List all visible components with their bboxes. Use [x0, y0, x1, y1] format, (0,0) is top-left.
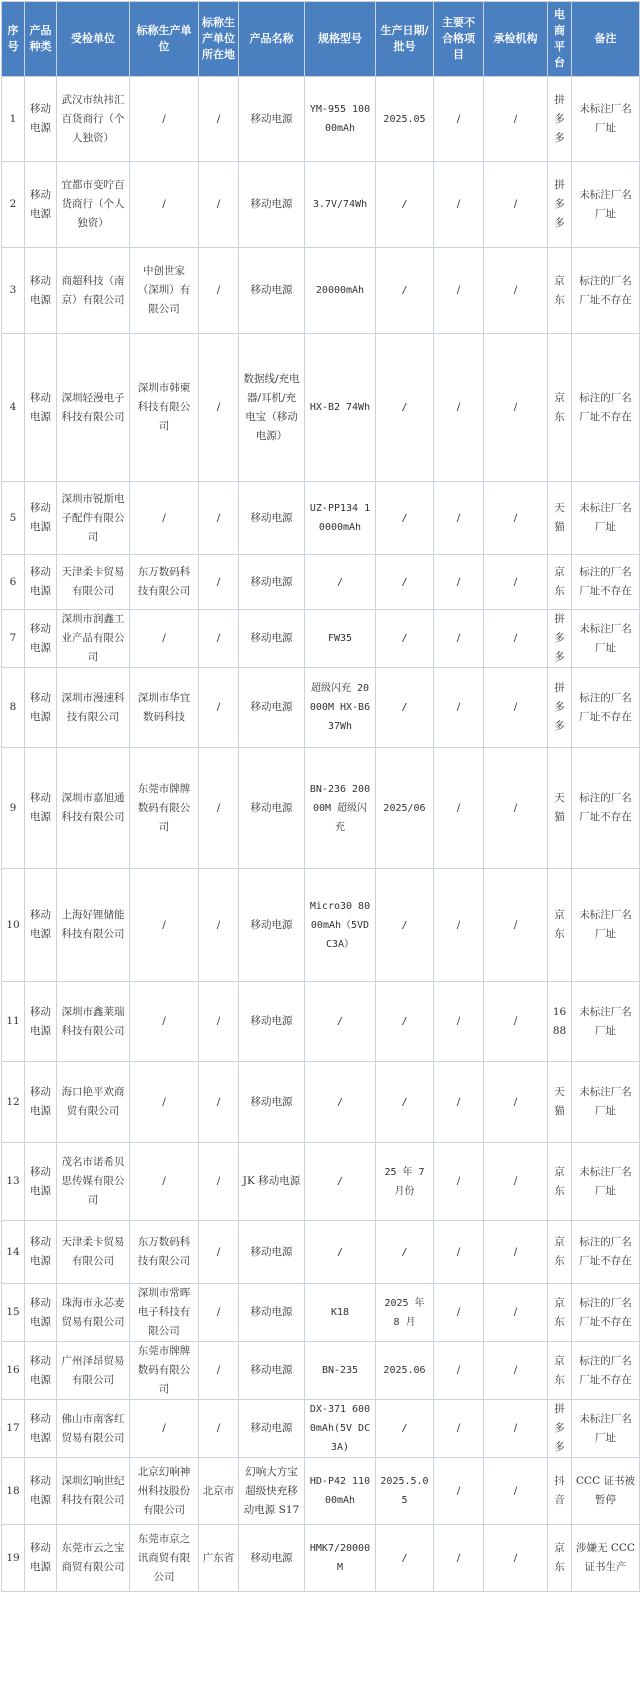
cell-inspected: 深圳市嘉旭通科技有限公司 [57, 748, 130, 869]
cell-date: / [376, 1221, 434, 1284]
cell-platform: 天猫 [548, 482, 572, 555]
cell-model: K18 [305, 1284, 376, 1342]
cell-product: 移动电源 [239, 1062, 305, 1143]
cell-inspected: 广州泽昂贸易有限公司 [57, 1342, 130, 1400]
cell-platform: 京东 [548, 1221, 572, 1284]
cell-no: 8 [2, 668, 25, 748]
cell-agency: / [484, 869, 548, 982]
cell-date: / [376, 982, 434, 1062]
table-row [2, 162, 640, 248]
cell-model: 超级闪充 20000M HX-B6 37Wh [305, 668, 376, 748]
cell-type: 移动电源 [25, 1458, 57, 1525]
cell-product: 移动电源 [239, 668, 305, 748]
cell-no: 10 [2, 869, 25, 982]
cell-note: 未标注厂名厂址 [572, 162, 640, 248]
cell-no: 12 [2, 1062, 25, 1143]
cell-model: HD-P42 11000mAh [305, 1458, 376, 1525]
cell-no: 19 [2, 1525, 25, 1592]
table-row [2, 555, 640, 610]
cell-inspected: 海口艳平欢商贸有限公司 [57, 1062, 130, 1143]
header-model: 规格型号 [305, 2, 376, 77]
cell-agency: / [484, 1284, 548, 1342]
cell-date: / [376, 1400, 434, 1458]
cell-note: 未标注厂名厂址 [572, 77, 640, 162]
cell-inspected: 佛山市南客红贸易有限公司 [57, 1400, 130, 1458]
cell-inspected: 深圳市锐斯电子配件有限公司 [57, 482, 130, 555]
cell-platform: 京东 [548, 869, 572, 982]
cell-no: 18 [2, 1458, 25, 1525]
cell-agency: / [484, 482, 548, 555]
cell-agency: / [484, 248, 548, 334]
cell-agency: / [484, 1221, 548, 1284]
cell-location: / [199, 1062, 239, 1143]
cell-note: 标注的厂名厂址不存在 [572, 555, 640, 610]
inspection-results-table [1, 1, 640, 1592]
cell-agency: / [484, 610, 548, 668]
cell-no: 11 [2, 982, 25, 1062]
cell-model: 20000mAh [305, 248, 376, 334]
cell-manufacturer: 北京幻响神州科技股份有限公司 [130, 1458, 199, 1525]
cell-model: HX-B2 74Wh [305, 334, 376, 482]
cell-defect: / [434, 610, 484, 668]
cell-inspected: 宜都市变咛百货商行（个人独资） [57, 162, 130, 248]
table-row [2, 982, 640, 1062]
cell-defect: / [434, 482, 484, 555]
cell-inspected: 深圳市鑫莱瑞科技有限公司 [57, 982, 130, 1062]
cell-manufacturer: / [130, 982, 199, 1062]
cell-date: 2025.05 [376, 77, 434, 162]
cell-platform: 拼多多 [548, 1400, 572, 1458]
cell-defect: / [434, 334, 484, 482]
cell-note: 标注的厂名厂址不存在 [572, 1221, 640, 1284]
cell-note: 标注的厂名厂址不存在 [572, 248, 640, 334]
cell-product: 移动电源 [239, 555, 305, 610]
cell-no: 13 [2, 1143, 25, 1221]
cell-product: 移动电源 [239, 610, 305, 668]
cell-model: / [305, 1143, 376, 1221]
cell-note: 标注的厂名厂址不存在 [572, 668, 640, 748]
header-agency: 承检机构 [484, 2, 548, 77]
cell-date: / [376, 555, 434, 610]
cell-product: 幻响大方宝超级快充移动电源 S17 [239, 1458, 305, 1525]
cell-agency: / [484, 77, 548, 162]
cell-manufacturer: 东莞市京之讯商贸有限公司 [130, 1525, 199, 1592]
cell-defect: / [434, 1143, 484, 1221]
cell-manufacturer: 深圳市华宜数码科技 [130, 668, 199, 748]
table-row [2, 1284, 640, 1342]
cell-product: 移动电源 [239, 982, 305, 1062]
cell-product: JK 移动电源 [239, 1143, 305, 1221]
cell-location: / [199, 77, 239, 162]
cell-no: 15 [2, 1284, 25, 1342]
cell-defect: / [434, 982, 484, 1062]
cell-product: 移动电源 [239, 162, 305, 248]
cell-manufacturer: / [130, 162, 199, 248]
cell-platform: 京东 [548, 334, 572, 482]
cell-model: YM-955 10000mAh [305, 77, 376, 162]
cell-date: / [376, 610, 434, 668]
cell-defect: / [434, 869, 484, 982]
cell-type: 移动电源 [25, 248, 57, 334]
table-row [2, 668, 640, 748]
header-row [2, 2, 640, 77]
cell-no: 9 [2, 748, 25, 869]
cell-defect: / [434, 1400, 484, 1458]
cell-type: 移动电源 [25, 1342, 57, 1400]
cell-manufacturer: / [130, 869, 199, 982]
header-manufacturer: 标称生产单位 [130, 2, 199, 77]
cell-agency: / [484, 1525, 548, 1592]
header-no: 序号 [2, 2, 25, 77]
cell-defect: / [434, 248, 484, 334]
cell-type: 移动电源 [25, 748, 57, 869]
cell-agency: / [484, 1458, 548, 1525]
cell-no: 7 [2, 610, 25, 668]
cell-type: 移动电源 [25, 482, 57, 555]
cell-location: 北京市 [199, 1458, 239, 1525]
cell-model: HMK7/20000M [305, 1525, 376, 1592]
cell-date: / [376, 668, 434, 748]
cell-defect: / [434, 1221, 484, 1284]
cell-no: 6 [2, 555, 25, 610]
table-row [2, 1400, 640, 1458]
cell-model: / [305, 555, 376, 610]
cell-date: / [376, 248, 434, 334]
cell-manufacturer: / [130, 610, 199, 668]
cell-model: 3.7V/74Wh [305, 162, 376, 248]
cell-location: / [199, 869, 239, 982]
cell-agency: / [484, 668, 548, 748]
cell-type: 移动电源 [25, 334, 57, 482]
cell-manufacturer: / [130, 482, 199, 555]
cell-model: / [305, 982, 376, 1062]
cell-type: 移动电源 [25, 610, 57, 668]
cell-note: 未标注厂名厂址 [572, 869, 640, 982]
cell-manufacturer: 深圳市韩柬科技有限公司 [130, 334, 199, 482]
cell-manufacturer: / [130, 1062, 199, 1143]
cell-location: / [199, 482, 239, 555]
cell-defect: / [434, 1458, 484, 1525]
cell-note: 标注的厂名厂址不存在 [572, 1342, 640, 1400]
cell-model: UZ-PP134 10000mAh [305, 482, 376, 555]
cell-product: 移动电源 [239, 77, 305, 162]
cell-no: 1 [2, 77, 25, 162]
cell-product: 移动电源 [239, 1284, 305, 1342]
table-row [2, 869, 640, 982]
cell-type: 移动电源 [25, 162, 57, 248]
cell-note: 未标注厂名厂址 [572, 982, 640, 1062]
cell-product: 移动电源 [239, 1221, 305, 1284]
header-date: 生产日期/批号 [376, 2, 434, 77]
cell-date: / [376, 1525, 434, 1592]
table-row [2, 482, 640, 555]
cell-location: / [199, 555, 239, 610]
cell-note: 未标注厂名厂址 [572, 1062, 640, 1143]
cell-type: 移动电源 [25, 1221, 57, 1284]
cell-defect: / [434, 1342, 484, 1400]
cell-agency: / [484, 1342, 548, 1400]
cell-platform: 天猫 [548, 748, 572, 869]
table-row [2, 610, 640, 668]
cell-agency: / [484, 982, 548, 1062]
cell-manufacturer: 深圳市常晖电子科技有限公司 [130, 1284, 199, 1342]
cell-model: BN-235 [305, 1342, 376, 1400]
table-header [2, 2, 640, 77]
cell-defect: / [434, 1062, 484, 1143]
header-location: 标称生产单位所在地 [199, 2, 239, 77]
cell-note: 标注的厂名厂址不存在 [572, 334, 640, 482]
cell-platform: 京东 [548, 248, 572, 334]
cell-product: 移动电源 [239, 482, 305, 555]
table-row [2, 1342, 640, 1400]
table-row [2, 77, 640, 162]
table-row [2, 1143, 640, 1221]
cell-product: 移动电源 [239, 1525, 305, 1592]
cell-location: / [199, 1400, 239, 1458]
cell-agency: / [484, 162, 548, 248]
cell-inspected: 武汉市纨祎汇百货商行（个人独资） [57, 77, 130, 162]
cell-note: 未标注厂名厂址 [572, 610, 640, 668]
cell-manufacturer: / [130, 1400, 199, 1458]
cell-location: / [199, 668, 239, 748]
cell-product: 数据线/充电器/耳机/充电宝（移动电源） [239, 334, 305, 482]
cell-location: / [199, 162, 239, 248]
cell-type: 移动电源 [25, 869, 57, 982]
cell-platform: 1688 [548, 982, 572, 1062]
cell-platform: 拼多多 [548, 162, 572, 248]
cell-no: 14 [2, 1221, 25, 1284]
cell-inspected: 深圳幻响世纪科技有限公司 [57, 1458, 130, 1525]
cell-manufacturer: / [130, 77, 199, 162]
cell-location: / [199, 248, 239, 334]
cell-model: / [305, 1221, 376, 1284]
cell-inspected: 深圳轻漫电子科技有限公司 [57, 334, 130, 482]
cell-date: / [376, 162, 434, 248]
cell-platform: 京东 [548, 1284, 572, 1342]
cell-defect: / [434, 748, 484, 869]
cell-date: 25 年 7 月份 [376, 1143, 434, 1221]
header-type: 产品种类 [25, 2, 57, 77]
cell-model: Micro30 8000mAh（5VDC3A） [305, 869, 376, 982]
cell-location: / [199, 1284, 239, 1342]
cell-no: 16 [2, 1342, 25, 1400]
cell-model: DX-371 6000mAh(5V DC3A) [305, 1400, 376, 1458]
cell-inspected: 天津柔卡贸易有限公司 [57, 555, 130, 610]
cell-date: 2025.5.05 [376, 1458, 434, 1525]
header-platform: 电商平台 [548, 2, 572, 77]
cell-product: 移动电源 [239, 748, 305, 869]
cell-type: 移动电源 [25, 555, 57, 610]
cell-model: / [305, 1062, 376, 1143]
cell-date: / [376, 869, 434, 982]
cell-product: 移动电源 [239, 869, 305, 982]
table-row [2, 1062, 640, 1143]
cell-platform: 京东 [548, 1143, 572, 1221]
cell-no: 5 [2, 482, 25, 555]
cell-inspected: 深圳市润鑫工业产品有限公司 [57, 610, 130, 668]
cell-defect: / [434, 1525, 484, 1592]
cell-no: 17 [2, 1400, 25, 1458]
cell-date: 2025/06 [376, 748, 434, 869]
cell-type: 移动电源 [25, 982, 57, 1062]
cell-note: 未标注厂名厂址 [572, 1143, 640, 1221]
table-row [2, 748, 640, 869]
cell-product: 移动电源 [239, 1400, 305, 1458]
cell-note: CCC 证书被暂停 [572, 1458, 640, 1525]
cell-type: 移动电源 [25, 1284, 57, 1342]
cell-agency: / [484, 555, 548, 610]
cell-location: / [199, 610, 239, 668]
cell-type: 移动电源 [25, 1525, 57, 1592]
cell-note: 未标注厂名厂址 [572, 482, 640, 555]
cell-note: 涉嫌无 CCC 证书生产 [572, 1525, 640, 1592]
cell-agency: / [484, 1062, 548, 1143]
cell-note: 标注的厂名厂址不存在 [572, 1284, 640, 1342]
cell-inspected: 上海好锂储能科技有限公司 [57, 869, 130, 982]
cell-inspected: 珠海市永芯麦贸易有限公司 [57, 1284, 130, 1342]
cell-date: / [376, 1062, 434, 1143]
header-inspected: 受检单位 [57, 2, 130, 77]
table-body [2, 77, 640, 1592]
cell-inspected: 东莞市云之宝商贸有限公司 [57, 1525, 130, 1592]
cell-no: 3 [2, 248, 25, 334]
cell-defect: / [434, 77, 484, 162]
cell-location: / [199, 1221, 239, 1284]
cell-location: / [199, 748, 239, 869]
cell-platform: 京东 [548, 555, 572, 610]
cell-date: / [376, 482, 434, 555]
cell-manufacturer: 中创世家（深圳）有限公司 [130, 248, 199, 334]
cell-platform: 抖音 [548, 1458, 572, 1525]
cell-date: 2025 年 8 月 [376, 1284, 434, 1342]
cell-agency: / [484, 1400, 548, 1458]
table-row [2, 1525, 640, 1592]
cell-defect: / [434, 555, 484, 610]
cell-agency: / [484, 334, 548, 482]
cell-note: 标注的厂名厂址不存在 [572, 748, 640, 869]
cell-manufacturer: 东莞市牌牌数码有限公司 [130, 1342, 199, 1400]
table-row [2, 1458, 640, 1525]
cell-type: 移动电源 [25, 77, 57, 162]
cell-manufacturer: 东万数码科技有限公司 [130, 1221, 199, 1284]
cell-platform: 京东 [548, 1342, 572, 1400]
cell-location: / [199, 1342, 239, 1400]
header-note: 备注 [572, 2, 640, 77]
cell-type: 移动电源 [25, 1062, 57, 1143]
cell-product: 移动电源 [239, 248, 305, 334]
cell-platform: 拼多多 [548, 610, 572, 668]
cell-date: / [376, 334, 434, 482]
cell-manufacturer: 东万数码科技有限公司 [130, 555, 199, 610]
cell-type: 移动电源 [25, 1143, 57, 1221]
cell-manufacturer: 东莞市牌牌数码有限公司 [130, 748, 199, 869]
cell-agency: / [484, 748, 548, 869]
cell-inspected: 商超科技（南京）有限公司 [57, 248, 130, 334]
cell-type: 移动电源 [25, 668, 57, 748]
cell-inspected: 天津柔卡贸易有限公司 [57, 1221, 130, 1284]
cell-inspected: 深圳市漫速科技有限公司 [57, 668, 130, 748]
header-product: 产品名称 [239, 2, 305, 77]
cell-platform: 拼多多 [548, 668, 572, 748]
table-row [2, 1221, 640, 1284]
cell-location: / [199, 334, 239, 482]
cell-defect: / [434, 1284, 484, 1342]
header-defect: 主要不合格项目 [434, 2, 484, 77]
cell-type: 移动电源 [25, 1400, 57, 1458]
cell-location: / [199, 982, 239, 1062]
cell-inspected: 茂名市诺希贝思传媒有限公司 [57, 1143, 130, 1221]
cell-date: 2025.06 [376, 1342, 434, 1400]
cell-manufacturer: / [130, 1143, 199, 1221]
cell-platform: 天猫 [548, 1062, 572, 1143]
cell-platform: 拼多多 [548, 77, 572, 162]
cell-no: 4 [2, 334, 25, 482]
cell-product: 移动电源 [239, 1342, 305, 1400]
table-row [2, 248, 640, 334]
cell-platform: 京东 [548, 1525, 572, 1592]
cell-note: 未标注厂名厂址 [572, 1400, 640, 1458]
cell-location: / [199, 1143, 239, 1221]
cell-agency: / [484, 1143, 548, 1221]
table-row [2, 334, 640, 482]
cell-no: 2 [2, 162, 25, 248]
cell-model: BN-236 20000M 超级闪充 [305, 748, 376, 869]
cell-defect: / [434, 668, 484, 748]
cell-defect: / [434, 162, 484, 248]
cell-location: 广东省 [199, 1525, 239, 1592]
cell-model: FW35 [305, 610, 376, 668]
